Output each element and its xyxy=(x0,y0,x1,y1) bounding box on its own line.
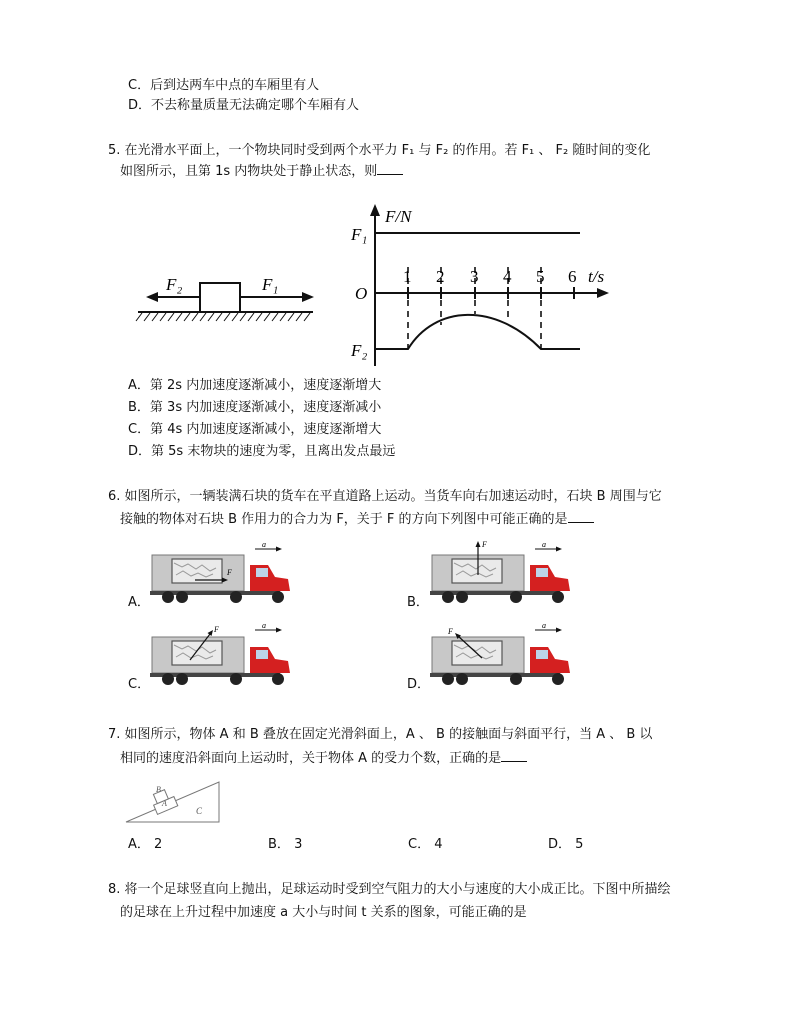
svg-text:A: A xyxy=(162,799,167,808)
f1-level-label: F₁ xyxy=(351,225,368,244)
tick-3: 3 xyxy=(470,267,479,286)
f1-arrow xyxy=(302,292,314,302)
f2-level-label: F₂ xyxy=(351,341,368,360)
prev-option-c: C．后到达两车中点的车厢里有人 xyxy=(128,78,320,93)
origin-label: O xyxy=(355,284,368,303)
svg-text:a: a xyxy=(262,622,266,630)
q8-stem-line1: 8. 将一个足球竖直向上抛出，足球运动时受到空气阻力的大小与速度的大小成正比。下图中所描绘 xyxy=(108,882,671,897)
q6-stem-line1: 6. 如图所示，一辆装满石块的货车在平直道路上运动。当货车向右加速运动时，石块 B 周围与它 xyxy=(108,489,662,504)
q5-force-time-graph xyxy=(345,200,615,370)
x-axis-arrow xyxy=(597,288,609,298)
q6-option-a-label: A． xyxy=(128,595,150,610)
q8-stem-line2: 的足球在上升过程中加速度 a 大小与时间 t 关系的图象，可能正确的是 xyxy=(120,905,527,920)
q5-option-b: B．第 3s 内加速度逐渐减小，速度逐渐减小 xyxy=(128,400,382,415)
tick-2: 2 xyxy=(436,267,445,286)
q7-option-c: C． 4 xyxy=(408,837,443,852)
svg-text:a: a xyxy=(542,540,546,549)
q6-truck-figure-a xyxy=(150,543,295,606)
q7-option-b: B． 3 xyxy=(268,837,303,852)
svg-text:a: a xyxy=(542,622,546,630)
tick-4: 4 xyxy=(503,267,512,286)
q5-option-d: D．第 5s 末物块的速度为零，且离出发点最远 xyxy=(128,444,396,459)
q6-option-b-label: B． xyxy=(407,595,429,610)
q7-stem-line1: 7. 如图所示，物体 A 和 B 叠放在固定光滑斜面上，A 、 B 的接触面与斜面平行，当 A 、 B 以 xyxy=(108,727,653,742)
f2-label: F₂ xyxy=(166,275,183,294)
q5-option-c: C．第 4s 内加速度逐渐减小，速度逐渐增大 xyxy=(128,422,382,437)
svg-text:F: F xyxy=(482,540,487,549)
q5-stem-line1: 5. 在光滑水平面上，一个物块同时受到两个水平力 F₁ 与 F₂ 的作用。若 F₁ 、 F₂ 随时间的变化 xyxy=(108,143,651,158)
q5-option-a: A．第 2s 内加速度逐渐减小，速度逐渐增大 xyxy=(128,378,382,393)
prev-option-d: D．不去称量质量无法确定哪个车厢有人 xyxy=(128,98,360,113)
stone-load xyxy=(172,641,222,665)
y-axis-arrow xyxy=(370,204,380,216)
svg-text:F: F xyxy=(448,627,453,636)
answer-blank xyxy=(568,510,594,523)
svg-text:B: B xyxy=(156,785,161,794)
svg-text:F: F xyxy=(227,568,232,577)
q5-stem-line2: 如图所示，且第 1s 内物块处于静止状态，则 xyxy=(120,162,403,181)
q5-block-figure xyxy=(128,262,318,324)
q6-option-d-label: D． xyxy=(407,677,431,692)
stone-load xyxy=(452,559,502,583)
q7-incline-figure xyxy=(124,776,224,824)
tick-1: 1 xyxy=(403,267,412,286)
svg-text:C: C xyxy=(196,806,203,816)
answer-blank xyxy=(377,162,403,175)
q7-stem-line2: 相同的速度沿斜面向上运动时，关于物体 A 的受力个数，正确的是 xyxy=(120,749,527,768)
q7-option-d: D． 5 xyxy=(548,837,584,852)
q6-option-c-label: C． xyxy=(128,677,151,692)
f2-arrow xyxy=(146,292,158,302)
q7-option-a: A． 2 xyxy=(128,837,163,852)
tick-6: 6 xyxy=(568,267,577,286)
block xyxy=(200,283,240,312)
q6-stem-line2: 接触的物体对石块 B 作用力的合力为 F，关于 F 的方向下列图中可能正确的是 xyxy=(120,510,594,529)
tick-5: 5 xyxy=(536,267,545,286)
answer-blank xyxy=(501,749,527,762)
svg-text:F: F xyxy=(214,625,219,634)
x-axis-label: t/s xyxy=(588,267,605,286)
f2-curve xyxy=(375,315,580,349)
f1-label: F₁ xyxy=(262,275,279,294)
q6-truck-figure-c xyxy=(150,622,295,688)
q6-truck-figure-b xyxy=(430,539,575,606)
svg-text:a: a xyxy=(262,543,266,549)
q6-truck-figure-d xyxy=(430,622,575,688)
y-axis-label: F/N xyxy=(385,207,412,226)
